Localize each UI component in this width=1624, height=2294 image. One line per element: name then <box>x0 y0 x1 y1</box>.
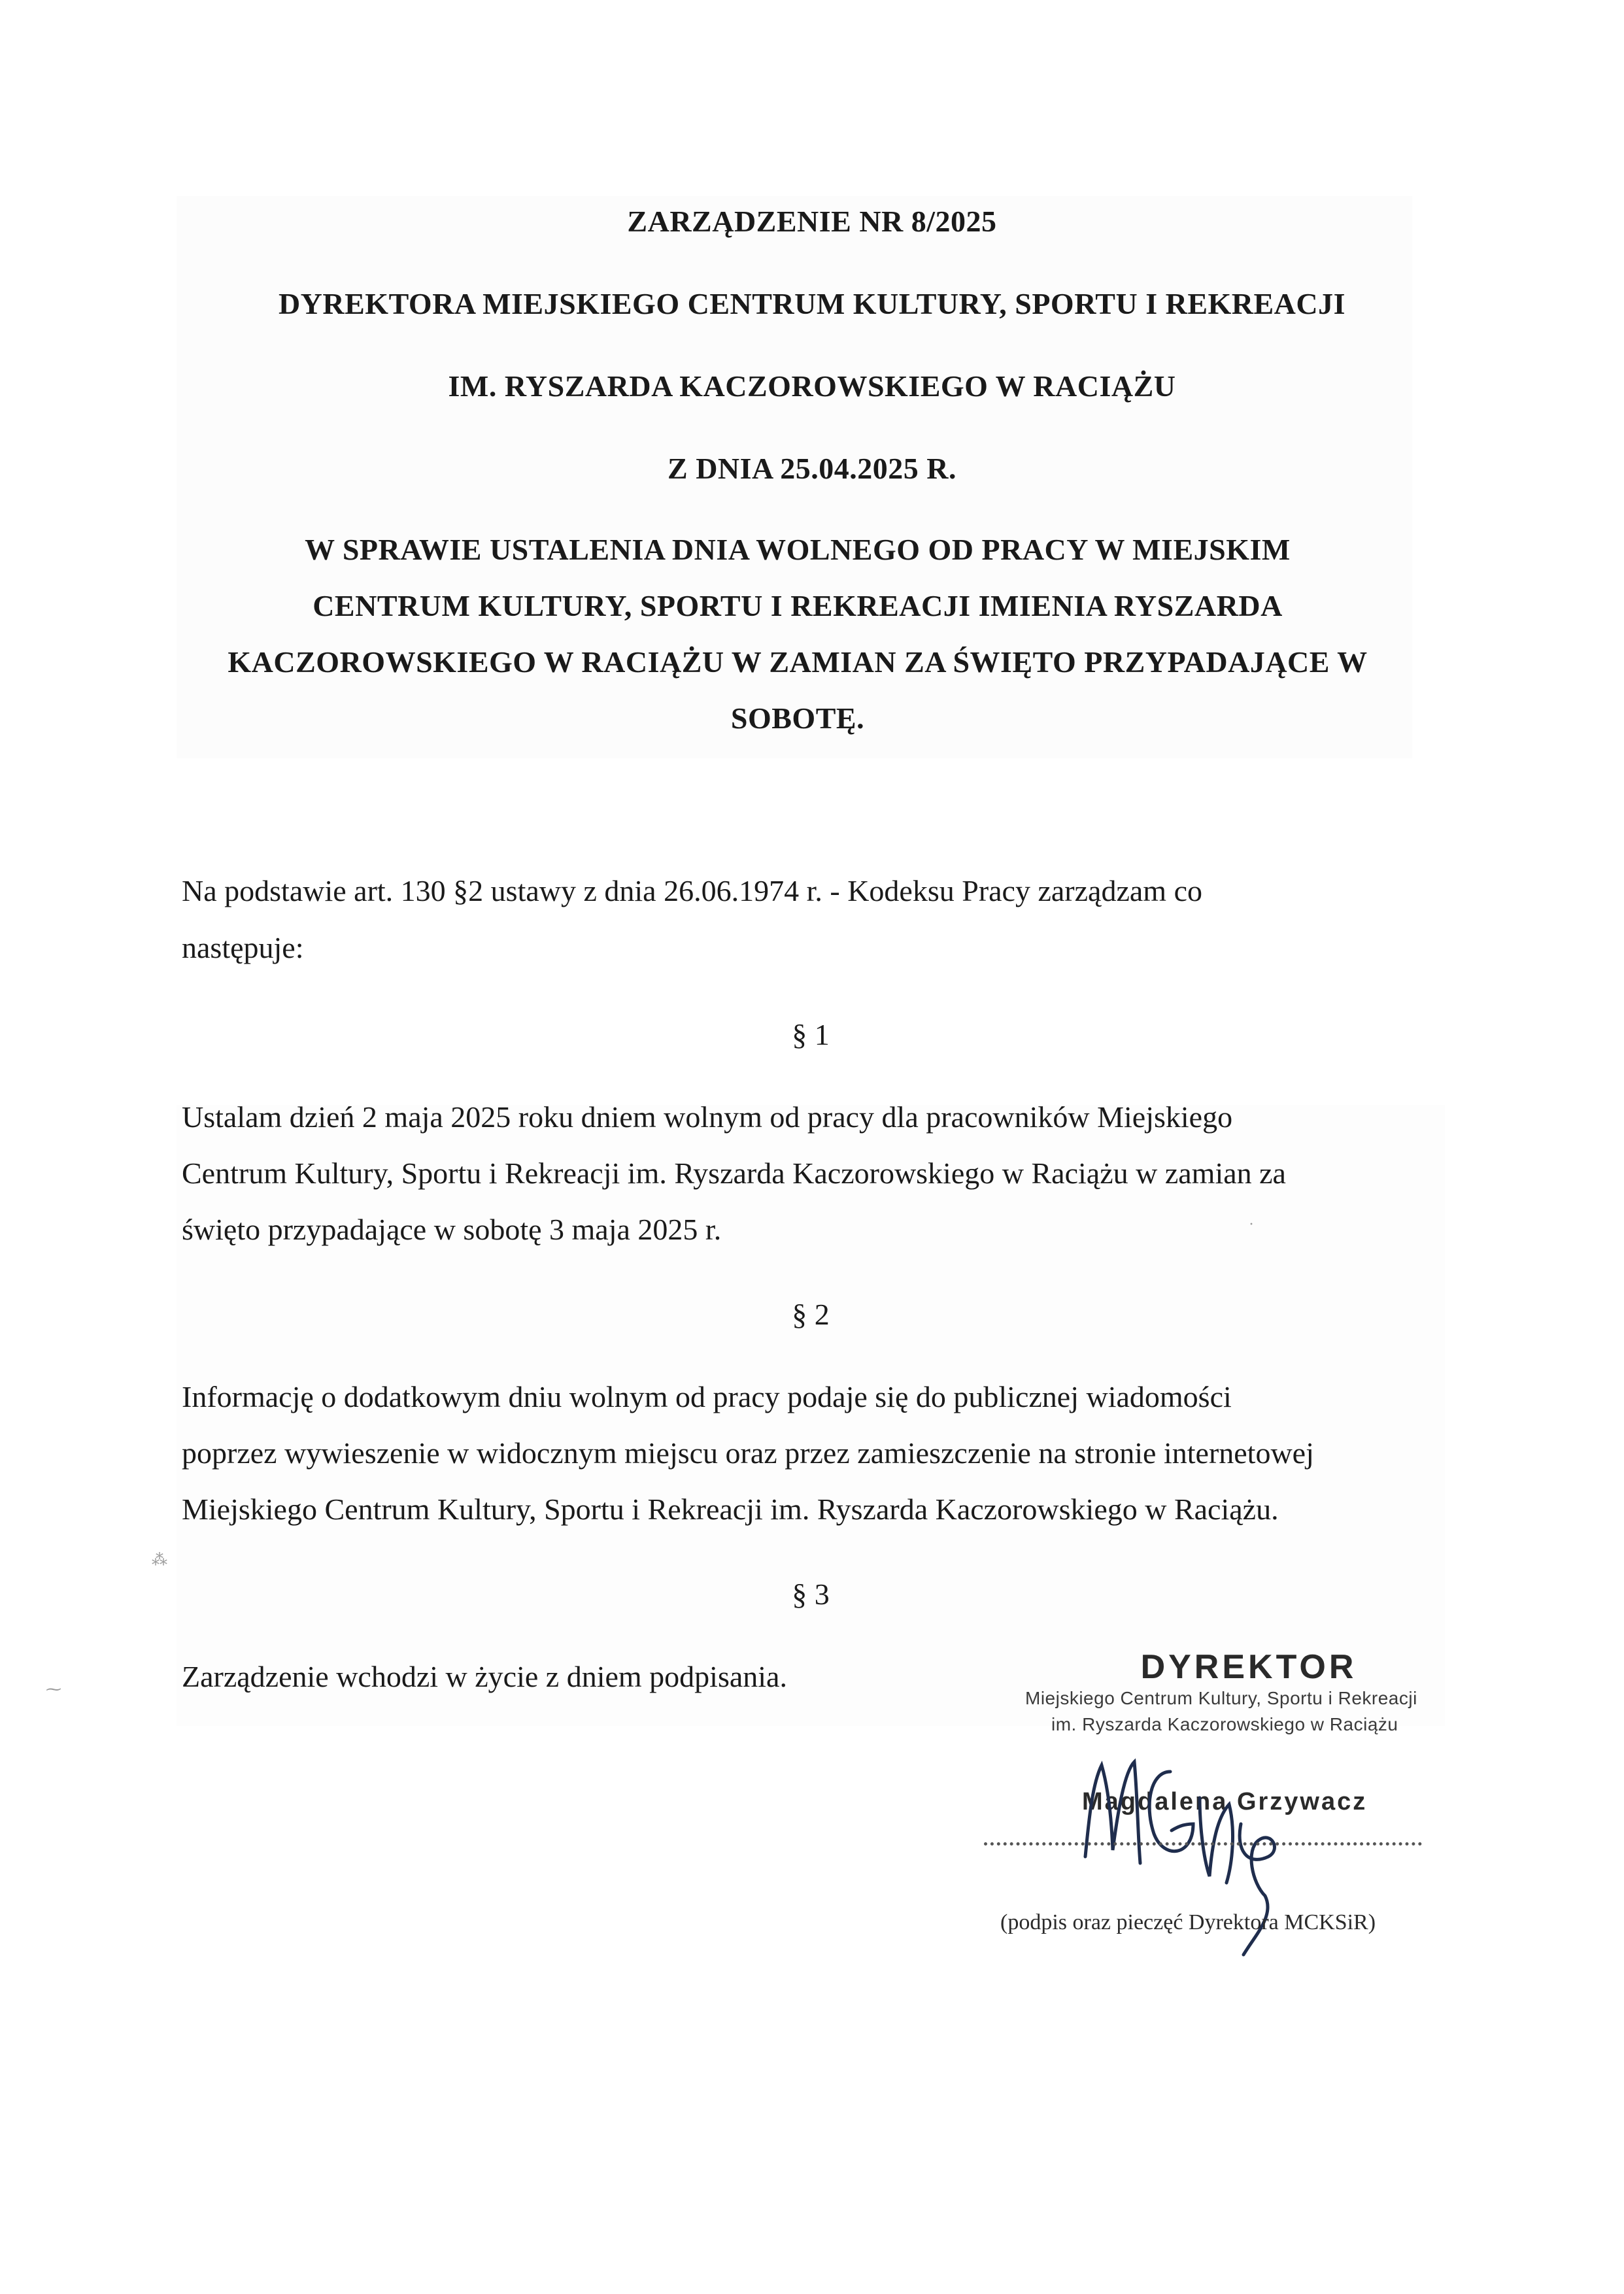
stamp-line-2: im. Ryszarda Kaczorowskiego w Raciążu <box>1051 1714 1398 1734</box>
preamble-line-1: Na podstawie art. 130 §2 ustawy z dnia 26.06.1974 r. - Kodeksu Pracy zarządzam co <box>182 874 1202 907</box>
section-3-mark: § 3 <box>792 1577 830 1611</box>
signature-line <box>984 1842 1422 1846</box>
stamp-line-1: Miejskiego Centrum Kultury, Sportu i Rekreacji <box>1025 1688 1417 1708</box>
signature-caption: (podpis oraz pieczęć Dyrektora MCKSiR) <box>1000 1910 1376 1934</box>
section-3-line-1: Zarządzenie wchodzi w życie z dniem podpisania. <box>182 1660 787 1693</box>
subject-line-2: CENTRUM KULTURY, SPORTU I REKREACJI IMIENIA RYSZARDA <box>313 589 1283 622</box>
body-background <box>177 1105 1445 1726</box>
document-date: Z DNIA 25.04.2025 R. <box>668 452 956 485</box>
scan-speck: ⁓ <box>46 1681 61 1698</box>
subject-line-4: SOBOTĘ. <box>730 701 865 735</box>
section-1-line-2: Centrum Kultury, Sportu i Rekreacji im. Ryszarda Kaczorowskiego w Raciążu w zamian za <box>182 1156 1286 1190</box>
section-1-mark: § 1 <box>792 1018 830 1051</box>
section-2-mark: § 2 <box>792 1298 830 1331</box>
document-title: ZARZĄDZENIE NR 8/2025 <box>627 205 997 238</box>
subject-line-1: W SPRAWIE USTALENIA DNIA WOLNEGO OD PRACY W MIEJSKIM <box>305 533 1291 566</box>
section-2-line-1: Informację o dodatkowym dniu wolnym od pracy podaje się do publicznej wiadomości <box>182 1380 1232 1413</box>
issuer-line-2: IM. RYSZARDA KACZOROWSKIEGO W RACIĄŻU <box>448 369 1176 403</box>
scan-speck: · <box>1249 1216 1254 1233</box>
section-1-line-3: święto przypadające w sobotę 3 maja 2025 r. <box>182 1213 722 1246</box>
scan-speck: ⁂ <box>152 1552 167 1569</box>
stamp-name: Magdalena Grzywacz <box>1082 1788 1368 1815</box>
subject-line-3: KACZOROWSKIEGO W RACIĄŻU W ZAMIAN ZA ŚWIĘTO PRZYPADAJĄCE W <box>228 645 1368 679</box>
section-2-line-3: Miejskiego Centrum Kultury, Sportu i Rekreacji im. Ryszarda Kaczorowskiego w Raciążu. <box>182 1493 1279 1526</box>
issuer-line-1: DYREKTORA MIEJSKIEGO CENTRUM KULTURY, SPORTU I REKREACJI <box>278 287 1346 320</box>
stamp-title: DYREKTOR <box>1140 1648 1357 1686</box>
preamble-line-2: następuje: <box>182 931 304 964</box>
section-1-line-1: Ustalam dzień 2 maja 2025 roku dniem wolnym od pracy dla pracowników Miejskiego <box>182 1100 1233 1134</box>
section-2-line-2: poprzez wywieszenie w widocznym miejscu oraz przez zamieszczenie na stronie internetowej <box>182 1436 1314 1470</box>
